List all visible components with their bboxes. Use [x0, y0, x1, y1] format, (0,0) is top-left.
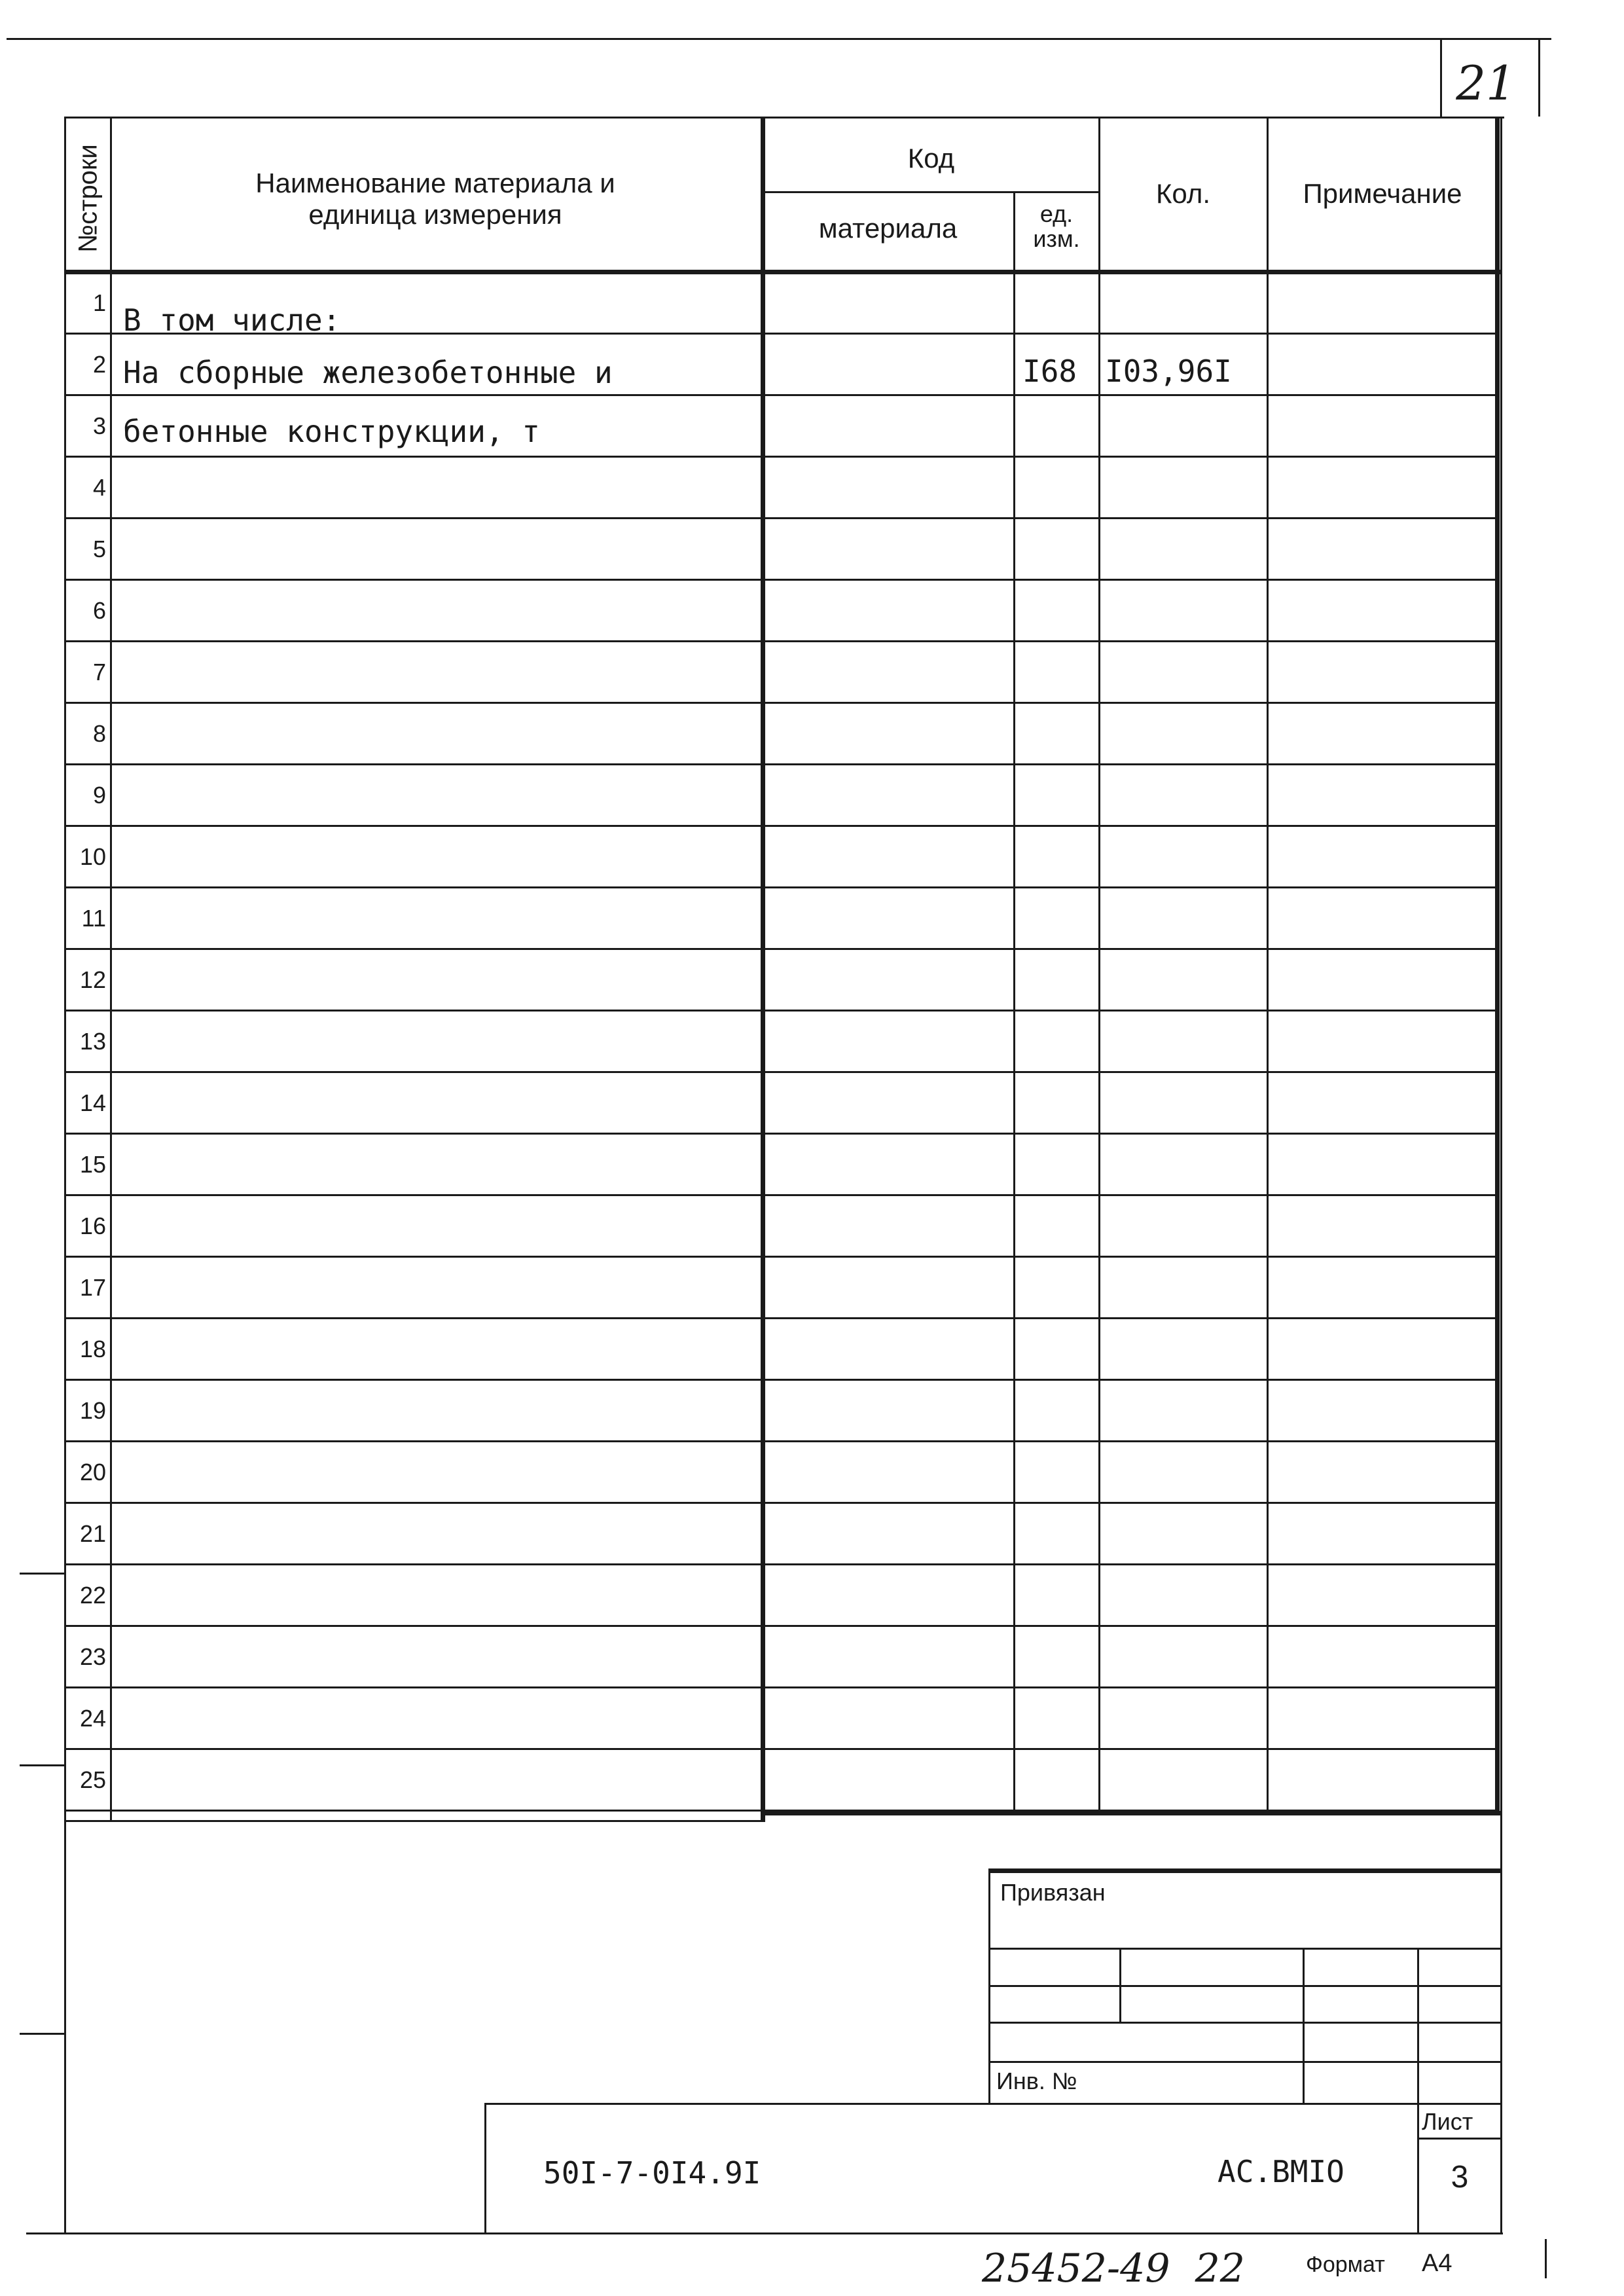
- tb-sheet-line: [1417, 2138, 1500, 2140]
- row-number: 21: [79, 1520, 106, 1547]
- row-number: 16: [79, 1212, 106, 1239]
- row-number: 13: [79, 1028, 106, 1055]
- tb-col-1: [1119, 1948, 1121, 2022]
- row-number: 19: [79, 1397, 106, 1424]
- row-number: 14: [79, 1089, 106, 1116]
- row-number: 24: [79, 1705, 106, 1732]
- header-code-unit-line2: изм.: [1033, 225, 1080, 252]
- row-number: 12: [79, 966, 106, 993]
- tb-row-4: [988, 2061, 1500, 2063]
- row-3-name: бетонные конструкции, т: [123, 414, 540, 449]
- row-line: [64, 640, 1498, 642]
- row-line: [64, 456, 1498, 458]
- row-number: 6: [92, 597, 106, 624]
- tb-bound-label: Привязан: [1000, 1879, 1106, 1906]
- row-line: [64, 1379, 1498, 1381]
- row-number: 20: [79, 1459, 106, 1485]
- row-number: 10: [79, 843, 106, 870]
- tb-row-1: [988, 1948, 1500, 1950]
- frame-top: [64, 117, 1504, 118]
- row-number: 7: [92, 659, 106, 685]
- row-line: [64, 1748, 1498, 1750]
- col-unit-right: [1098, 117, 1100, 1812]
- header-code-unit-line1: ед.: [1039, 200, 1074, 227]
- margin-tick-3: [20, 2033, 65, 2035]
- row-number: 9: [92, 782, 106, 809]
- header-name: [111, 168, 759, 230]
- code-subheader-line: [762, 191, 1100, 193]
- tb-col-3: [1417, 1948, 1419, 2232]
- header-row-number-text: №строки: [73, 143, 103, 253]
- page-number-box-left: [1440, 38, 1442, 117]
- col-material-right: [1013, 191, 1015, 1812]
- row-number: 8: [92, 720, 106, 747]
- row-line: [64, 1256, 1498, 1258]
- frame-right: [1500, 117, 1502, 2234]
- row-2-unit: I68: [1022, 354, 1077, 389]
- row-line: [64, 1133, 1498, 1135]
- row-line: [64, 1686, 1498, 1688]
- header-row-number: [65, 124, 111, 272]
- page-number-box-right: [1538, 38, 1540, 117]
- tb-mark: АС.ВМIО: [1218, 2154, 1344, 2189]
- row-1-name: В том числе:: [123, 302, 341, 338]
- page-number: 21: [1456, 56, 1516, 111]
- rows-bottom-left: [64, 1820, 765, 1822]
- footer-format-label: Формат: [1306, 2252, 1385, 2277]
- header-note: Примечание: [1303, 178, 1462, 209]
- header-code-unit: [1015, 202, 1098, 251]
- tb-row-3: [988, 2022, 1500, 2024]
- tb-sheet-label: Лист: [1422, 2108, 1473, 2135]
- tb-doc-code: 50I-7-0I4.9I: [543, 2155, 761, 2191]
- right-margin-mark: [1545, 2239, 1547, 2278]
- row-line: [64, 702, 1498, 704]
- header-quantity: Кол.: [1155, 178, 1211, 209]
- header-code-material: материала: [818, 213, 958, 244]
- row-number: 1: [92, 289, 106, 316]
- row-number: 4: [92, 474, 106, 501]
- row-number: 23: [79, 1643, 106, 1670]
- row-number: 2: [92, 351, 106, 378]
- row-number: 3: [92, 412, 106, 439]
- header-name-line1: Наименование материала и: [255, 168, 615, 198]
- tb-main-top: [484, 2103, 1500, 2105]
- row-number: 11: [81, 905, 106, 932]
- row-line: [64, 886, 1498, 888]
- frame-bottom: [26, 2232, 1503, 2234]
- tb-row-2: [988, 1985, 1500, 1987]
- row-line: [64, 579, 1498, 581]
- row-line: [64, 1010, 1498, 1011]
- row-number: 18: [79, 1336, 106, 1362]
- tb-top-line: [988, 1868, 1500, 1873]
- row-number: 5: [92, 536, 106, 562]
- footer-handwritten-number: 25452-49 22: [982, 2246, 1245, 2291]
- header-code: Код: [907, 143, 955, 173]
- row-line: [64, 1625, 1498, 1627]
- row-2-name: На сборные железобетонные и: [123, 355, 613, 390]
- col-name-right: [761, 117, 765, 1822]
- row-line: [64, 1194, 1498, 1196]
- row-line: [64, 1563, 1498, 1565]
- row-line: [64, 517, 1498, 519]
- row-line: [64, 1440, 1498, 1442]
- margin-tick-1: [20, 1573, 65, 1575]
- margin-tick-2: [20, 1764, 65, 1766]
- header-bottom-line: [64, 270, 1501, 274]
- col-rownum-right: [110, 117, 112, 1822]
- footer-format-value: А4: [1422, 2250, 1453, 2277]
- col-note-right: [1495, 117, 1500, 1812]
- row-line: [64, 948, 1498, 950]
- row-line: [64, 1071, 1498, 1073]
- row-number: 22: [79, 1582, 106, 1609]
- row-line: [64, 1317, 1498, 1319]
- top-trim-line: [7, 38, 1551, 40]
- row-number: 25: [79, 1766, 106, 1793]
- row-line: [64, 1502, 1498, 1504]
- row-2-qty: I03,96I: [1105, 354, 1232, 389]
- tb-sheet-number: 3: [1451, 2160, 1469, 2195]
- tb-main-left: [484, 2103, 486, 2232]
- col-qty-right: [1267, 117, 1269, 1812]
- row-line: [64, 825, 1498, 827]
- tb-col-2: [1303, 1948, 1305, 2105]
- row-number: 17: [79, 1274, 106, 1301]
- row-line: [64, 763, 1498, 765]
- header-name-line2: единица измерения: [308, 199, 562, 230]
- row-line: [64, 394, 1498, 396]
- table-bottom-line: [761, 1811, 1500, 1815]
- row-number: 15: [79, 1151, 106, 1178]
- tb-inv-label: Инв. №: [996, 2068, 1077, 2094]
